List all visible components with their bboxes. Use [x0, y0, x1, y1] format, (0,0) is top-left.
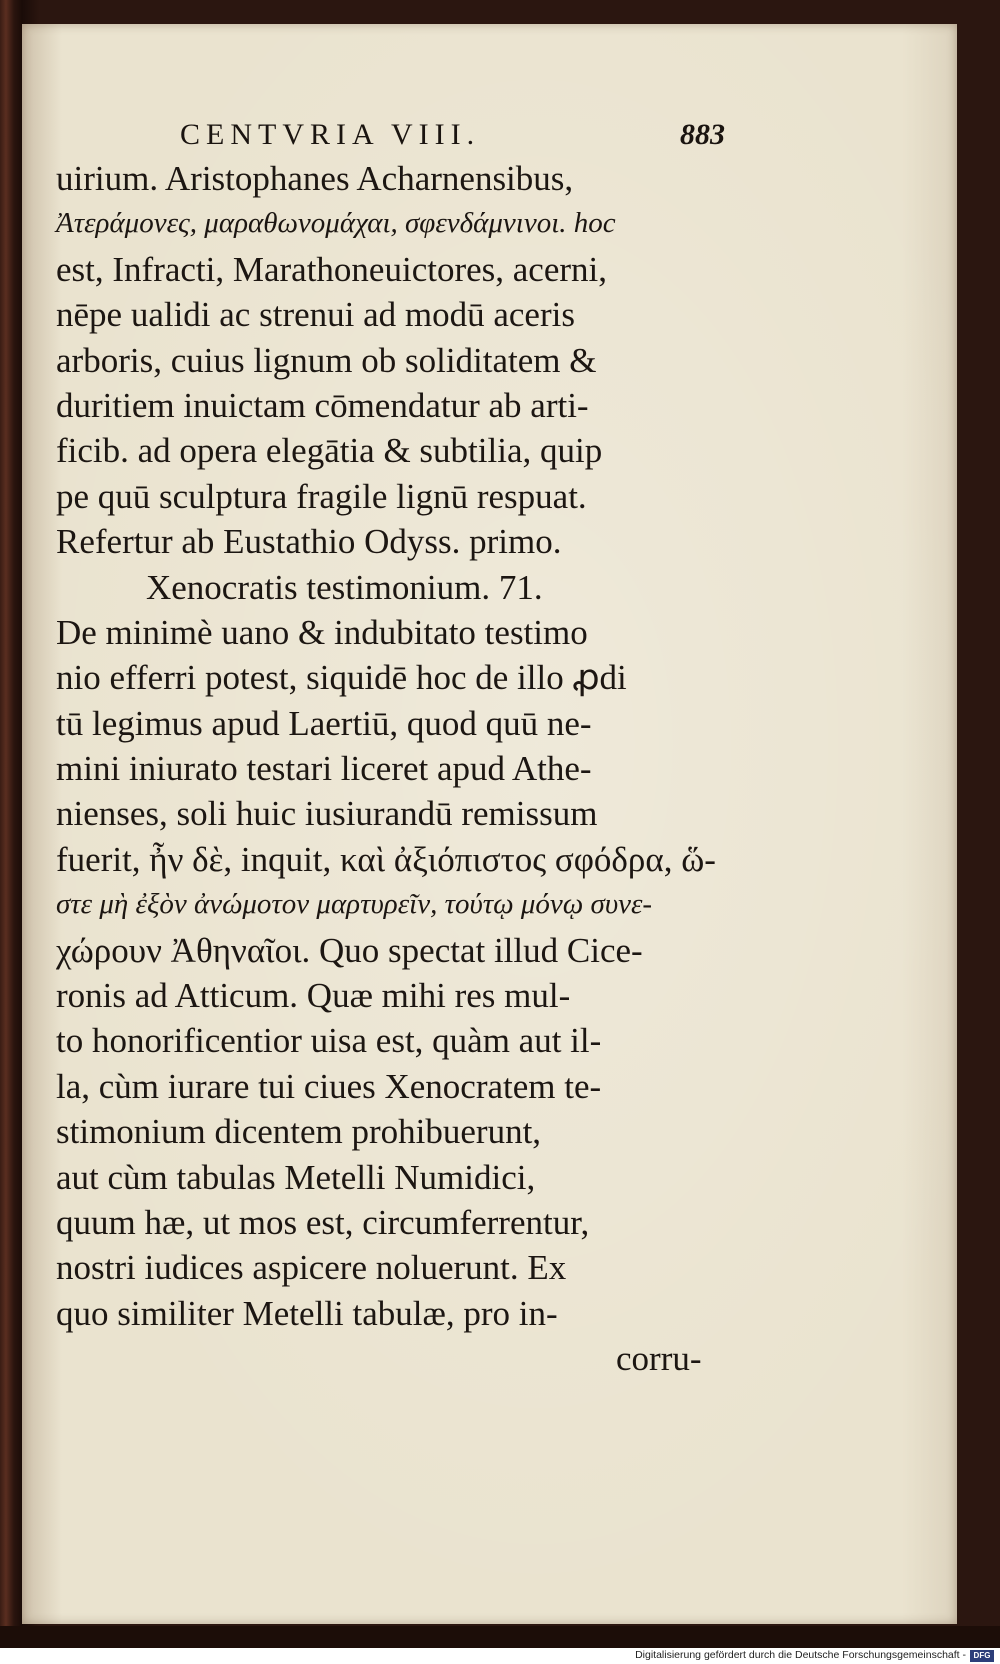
catchword: corru-: [616, 1339, 702, 1379]
text-line: nio efferri potest, siquidē hoc de illo ꝓdi: [56, 658, 627, 698]
text-line: quo similiter Metelli tabulæ, pro in-: [56, 1293, 558, 1333]
text-line: ronis ad Atticum. Quæ mihi res mul-: [56, 976, 571, 1016]
text-line: uirium. Aristophanes Acharnensibus,: [56, 159, 574, 198]
text-line: duritiem inuictam cōmendatur ab arti-: [56, 385, 589, 425]
footer-bar: [0, 1648, 1000, 1664]
text-line: στε μὴ ἐξὸν ἀνώμοτον μαρτυρεῖν, τούτῳ μόνῳ συνε-: [56, 888, 653, 921]
text-line: nostri iudices aspicere noluerunt. Ex: [56, 1248, 567, 1288]
text-line: nēpe ualidi ac strenui ad modū aceris: [56, 295, 575, 335]
text-line: mini iniurato testari liceret apud Athe-: [56, 749, 592, 789]
text-line: fuerit, ἦν δὲ, inquit, καὶ ἀξιόπιστος σφόδρα, ὥ-: [56, 839, 716, 879]
text-line: ficib. ad opera elegātia & subtilia, quip: [56, 431, 603, 471]
text-line: to honorificentior uisa est, quàm aut il-: [56, 1021, 602, 1061]
text-line: Ἀτεράμονες, μαραθωνομάχαι, σφενδάμνινοι. hoc: [56, 207, 616, 240]
text-line: la, cùm iurare tui ciues Xenocratem te-: [56, 1066, 602, 1106]
text-line: aut cùm tabulas Metelli Numidici,: [56, 1157, 536, 1197]
dfg-logo-icon: DFG: [970, 1650, 994, 1662]
text-line: nienses, soli huic iusiurandū remissum: [56, 794, 598, 834]
footer-credit: Digitalisierung gefördert durch die Deutsche Forschungsgemeinschaft -: [635, 1649, 966, 1661]
text-line: pe quū sculptura fragile lignū respuat.: [56, 476, 587, 516]
section-heading: Xenocratis testimonium. 71.: [146, 567, 543, 607]
body-text: [56, 156, 746, 1382]
text-line: χώρουν Ἀθηναῖοι. Quo spectat illud Cice-: [56, 930, 643, 970]
text-line: tū legimus apud Laertiū, quod quū ne-: [56, 703, 592, 743]
text-line: De minimè uano & indubitato testimo: [56, 612, 588, 652]
text-line: est, Infracti, Marathoneuictores, acerni,: [56, 249, 607, 289]
text-line: Refertur ab Eustathio Odyss. primo.: [56, 522, 562, 562]
page-number: 883: [680, 118, 725, 151]
text-line: arboris, cuius lignum ob soliditatem &: [56, 340, 597, 380]
text-line: stimonium dicentem prohibuerunt,: [56, 1112, 542, 1152]
scan-bottom-edge: [0, 1626, 1000, 1648]
text-line: quum hæ, ut mos est, circumferrentur,: [56, 1202, 590, 1242]
running-header: CENTVRIA VIII.: [180, 118, 481, 151]
